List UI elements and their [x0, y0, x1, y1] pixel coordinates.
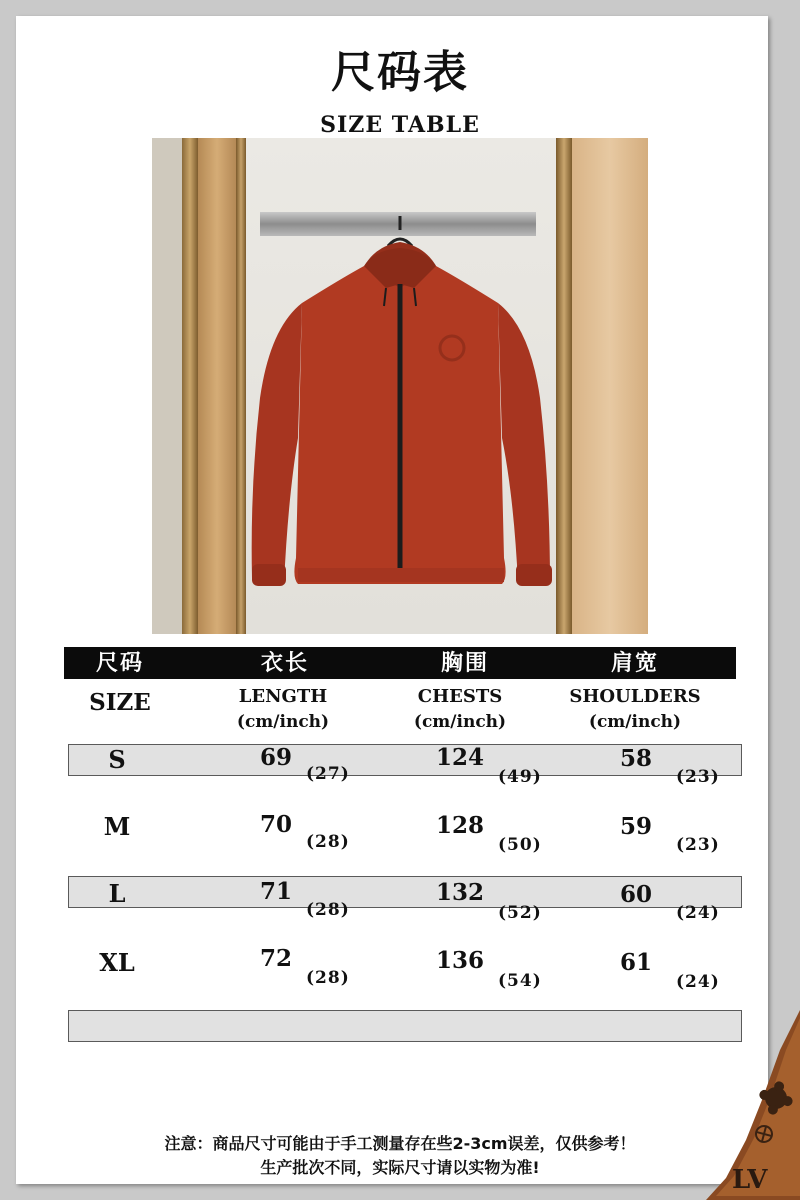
chest-cm: 136 [436, 947, 485, 974]
shoulder-inch: (24) [676, 903, 720, 923]
header-shoulder-unit: (cm/inch) [588, 712, 682, 732]
chest-inch: (49) [498, 767, 542, 787]
shoulder-inch: (23) [676, 835, 720, 855]
length-inch: (28) [306, 832, 350, 852]
header-length-cn: 衣长 [260, 651, 309, 676]
chest-cm: 124 [436, 744, 485, 771]
jacket-illustration [152, 138, 648, 634]
length-inch: (28) [306, 968, 350, 988]
chest-inch: (52) [498, 903, 542, 923]
shoulder-cm: 59 [620, 813, 653, 840]
header-size-cn: 尺码 [95, 651, 144, 676]
chest-inch: (50) [498, 835, 542, 855]
page-title-en: SIZE TABLE [320, 112, 480, 138]
disclaimer-line-1: 注意：商品尺寸可能由于手工测量存在些2-3cm误差，仅供参考！ [164, 1134, 636, 1153]
header-length-unit: (cm/inch) [236, 712, 330, 732]
brand-monogram-logo [696, 1010, 800, 1200]
chest-cm: 132 [436, 879, 485, 906]
shoulder-cm: 61 [620, 949, 653, 976]
chest-inch: (54) [498, 971, 542, 991]
header-shoulder-cn: 肩宽 [610, 651, 659, 676]
table-row-size: XL [99, 948, 135, 977]
length-cm: 70 [260, 811, 293, 838]
table-row-size: S [108, 745, 126, 774]
shoulder-cm: 58 [620, 745, 653, 772]
chest-cm: 128 [436, 812, 485, 839]
jacket-photo [152, 138, 648, 634]
length-cm: 69 [260, 744, 293, 771]
shoulder-inch: (23) [676, 767, 720, 787]
page-title-cn: 尺码表 [331, 47, 469, 98]
length-cm: 72 [260, 945, 293, 972]
header-chest-en: CHESTS [417, 686, 503, 707]
header-shoulder-en: SHOULDERS [569, 686, 701, 707]
header-chest-cn: 胸围 [440, 651, 489, 676]
length-inch: (28) [306, 900, 350, 920]
shoulder-inch: (24) [676, 972, 720, 992]
length-cm: 71 [260, 878, 293, 905]
header-chest-unit: (cm/inch) [413, 712, 507, 732]
table-row-size: M [103, 812, 131, 841]
table-empty-band [68, 1010, 742, 1042]
table-row-size: L [108, 879, 126, 908]
length-inch: (27) [306, 764, 350, 784]
logo-lettering: LV [732, 1165, 768, 1195]
header-size-en: SIZE [89, 689, 151, 716]
shoulder-cm: 60 [620, 881, 653, 908]
header-length-en: LENGTH [238, 686, 328, 707]
disclaimer-line-2: 生产批次不同，实际尺寸请以实物为准! [260, 1158, 540, 1177]
